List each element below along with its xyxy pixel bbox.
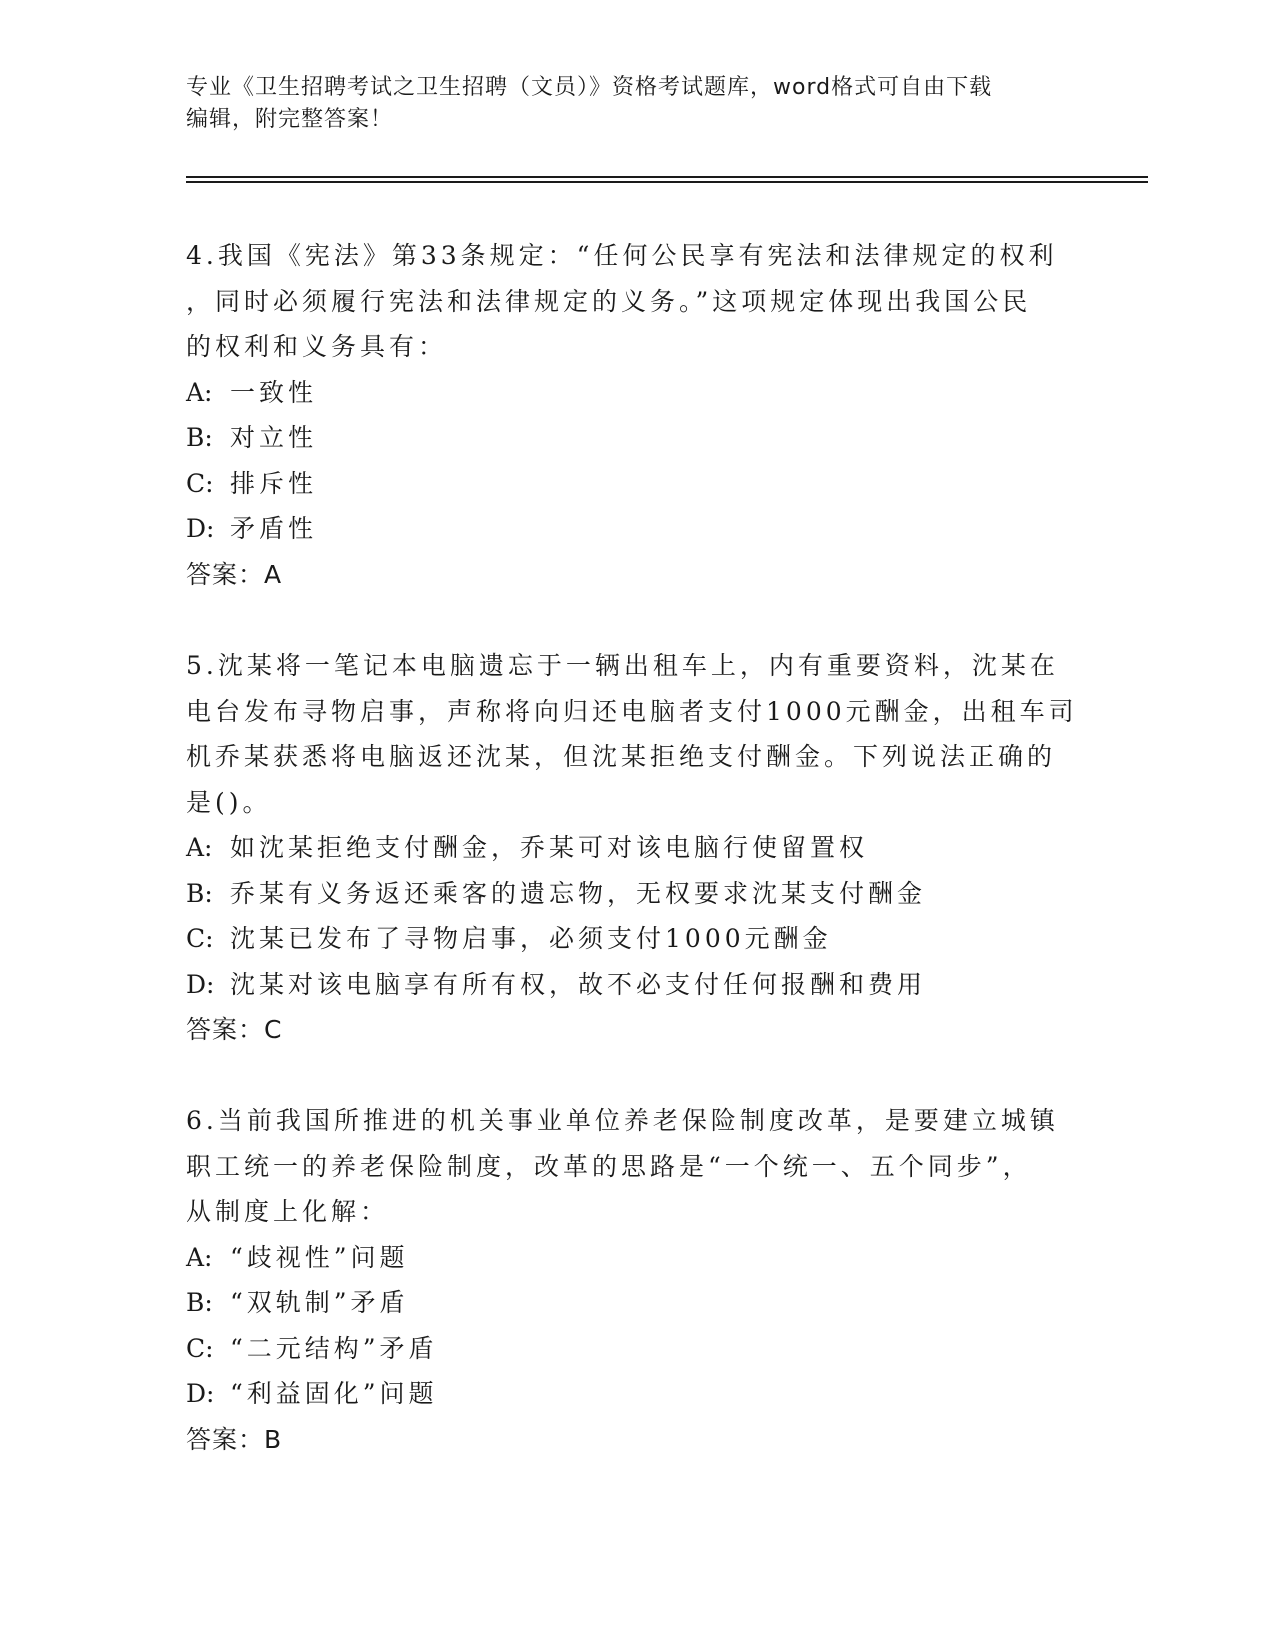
answer-line: 答案：B [186,1424,283,1454]
document-header [186,72,1076,136]
option-letter: A: [186,1242,213,1272]
question-stem-line: 的权利和义务具有： [186,332,448,361]
option-d [186,962,1086,1008]
option-c [186,1326,1086,1372]
option-b [186,415,1086,461]
answer-line: 答案：C [186,1015,283,1044]
option-b [186,1280,1086,1326]
option-d [186,506,1086,552]
option-text: “利益固化”问题 [230,1379,438,1408]
answer-line: 答案：A [186,559,283,589]
option-letter: D: [186,514,215,543]
question-stem [186,1098,1086,1235]
option-text: 一致性 [230,377,318,407]
option-c [186,916,1086,962]
question-stem-line: 是()。 [186,787,272,817]
option-text: 沈某对该电脑享有所有权，故不必支付任何报酬和费用 [230,969,927,999]
question-stem-line: 5.沈某将一笔记本电脑遗忘于一辆出租车上，内有重要资料，沈某在 [186,651,1059,680]
option-letter: C: [186,1333,214,1363]
question-stem-line: 从制度上化解： [186,1197,390,1226]
option-d [186,1371,1086,1417]
question-stem-line: 机乔某获悉将电脑返还沈某，但沈某拒绝支付酬金。下列说法正确的 [186,742,1057,771]
question-stem-line: 6.当前我国所推进的机关事业单位养老保险制度改革，是要建立城镇 [186,1106,1059,1135]
question-stem-line: 4.我国《宪法》第33条规定：“任何公民享有宪法和法律规定的权利 [186,241,1058,270]
option-text: 对立性 [230,423,318,452]
option-letter: A: [186,377,213,407]
option-letter: B: [186,878,213,908]
option-text: 沈某已发布了寻物启事，必须支付1000元酬金 [230,924,832,953]
option-a [186,825,1086,871]
option-text: “歧视性”问题 [230,1242,409,1272]
option-letter: B: [186,1288,213,1317]
header-title-line: 编辑，附完整答案！ [186,107,394,132]
header-divider [186,176,1148,178]
question-block [186,233,1086,597]
option-letter: D: [186,969,215,999]
option-a [186,370,1086,416]
option-letter: D: [186,1379,215,1408]
question-stem-line: 职工统一的养老保险制度，改革的思路是“一个统一、五个同步”， [186,1151,1032,1181]
header-divider [186,181,1148,183]
question-stem-line: ，同时必须履行宪法和法律规定的义务。”这项规定体现出我国公民 [186,286,1032,316]
question-stem-line: 电台发布寻物启事，声称将向归还电脑者支付1000元酬金，出租车司 [186,696,1078,726]
option-text: “双轨制”矛盾 [230,1288,409,1317]
option-a [186,1235,1086,1281]
header-title-line: 专业《卫生招聘考试之卫生招聘（文员）》资格考试题库，word格式可自由下载 [186,75,993,100]
option-text: 乔某有义务返还乘客的遗忘物，无权要求沈某支付酬金 [230,878,927,908]
option-c [186,461,1086,507]
option-letter: A: [186,833,213,862]
question-block [186,643,1086,1053]
question-stem [186,233,1086,370]
option-text: 排斥性 [230,468,318,498]
option-letter: C: [186,924,214,953]
option-letter: B: [186,423,213,452]
option-text: 矛盾性 [230,514,318,543]
option-text: 如沈某拒绝支付酬金，乔某可对该电脑行使留置权 [230,833,869,862]
question-stem [186,643,1086,825]
option-letter: C: [186,468,214,498]
question-block [186,1098,1086,1462]
option-text: “二元结构”矛盾 [230,1333,438,1363]
option-b [186,871,1086,917]
